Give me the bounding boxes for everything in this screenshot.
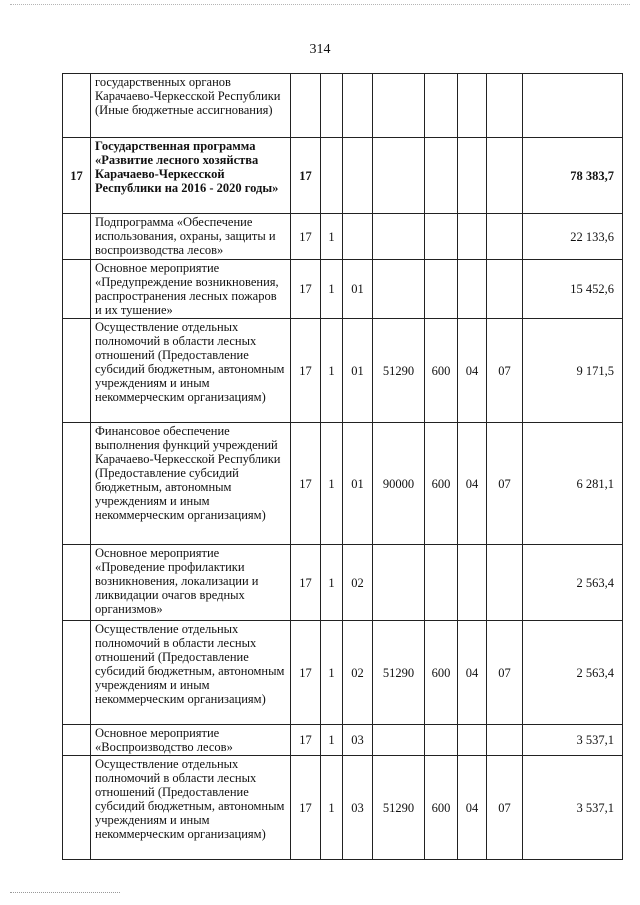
bottom-margin-line [10, 892, 120, 893]
code-pp: 1 [321, 725, 343, 756]
code-subsection [487, 260, 523, 319]
code-pp [321, 74, 343, 138]
table-row [63, 725, 623, 756]
row-amount: 9 171,5 [523, 319, 623, 423]
code-gp: 17 [291, 621, 321, 725]
row-number: 17 [63, 138, 91, 214]
table-row [63, 756, 623, 860]
code-expense-type [425, 74, 458, 138]
row-name: Осуществление отдельных полномочий в области лесных отношений (Предоставление субсидий бюджетным, автономным учреждениям и иным некоммерческим организациям) [91, 319, 291, 423]
row-name: Финансовое обеспечение выполнения функций учреждений Карачаево-Черкесской Республики (Предоставление субсидий бюджетным, автономным учреждениям и иным некоммерческим организациям) [91, 423, 291, 545]
page-number: 314 [309, 42, 331, 57]
code-pp: 1 [321, 621, 343, 725]
row-number [63, 319, 91, 423]
code-expense-type: 600 [425, 756, 458, 860]
code-direction [373, 214, 425, 260]
code-gp: 17 [291, 319, 321, 423]
code-pp: 1 [321, 214, 343, 260]
code-direction: 51290 [373, 756, 425, 860]
row-number [63, 214, 91, 260]
code-section [458, 545, 487, 621]
code-om: 03 [343, 756, 373, 860]
code-subsection [487, 214, 523, 260]
code-expense-type [425, 214, 458, 260]
row-amount: 22 133,6 [523, 214, 623, 260]
code-pp: 1 [321, 423, 343, 545]
code-section [458, 138, 487, 214]
row-number [63, 423, 91, 545]
code-section: 04 [458, 621, 487, 725]
row-name: Государственная программа «Развитие лесного хозяйства Карачаево-Черкесской Республики на 2016 - 2020 годы» [91, 138, 291, 214]
table-row [63, 214, 623, 260]
code-gp [291, 74, 321, 138]
code-gp: 17 [291, 545, 321, 621]
code-om: 03 [343, 725, 373, 756]
code-expense-type: 600 [425, 423, 458, 545]
code-om: 01 [343, 423, 373, 545]
row-amount: 2 563,4 [523, 621, 623, 725]
code-section: 04 [458, 423, 487, 545]
code-pp: 1 [321, 545, 343, 621]
row-name: Основное мероприятие «Воспроизводство лесов» [91, 725, 291, 756]
code-direction: 51290 [373, 319, 425, 423]
row-amount: 3 537,1 [523, 756, 623, 860]
code-subsection [487, 74, 523, 138]
table-row [63, 545, 623, 621]
code-direction [373, 725, 425, 756]
code-subsection: 07 [487, 319, 523, 423]
row-name: Подпрограмма «Обеспечение использования, охраны, защиты и воспроизводства лесов» [91, 214, 291, 260]
row-name: Осуществление отдельных полномочий в области лесных отношений (Предоставление субсидий бюджетным, автономным учреждениям и иным некоммерческим организациям) [91, 621, 291, 725]
code-direction [373, 260, 425, 319]
code-section [458, 214, 487, 260]
table-row [63, 423, 623, 545]
row-number [63, 260, 91, 319]
budget-table [62, 73, 623, 860]
row-amount: 78 383,7 [523, 138, 623, 214]
code-om: 01 [343, 319, 373, 423]
code-direction: 51290 [373, 621, 425, 725]
row-name: государственных органов Карачаево-Черкесской Республики (Иные бюджетные ассигнования) [91, 74, 291, 138]
row-amount [523, 74, 623, 138]
code-direction [373, 138, 425, 214]
code-pp: 1 [321, 319, 343, 423]
code-om: 01 [343, 260, 373, 319]
top-margin-dots [10, 4, 630, 5]
table-row [63, 74, 623, 138]
code-expense-type [425, 725, 458, 756]
code-direction [373, 74, 425, 138]
code-gp: 17 [291, 756, 321, 860]
code-section [458, 74, 487, 138]
code-subsection [487, 545, 523, 621]
code-om [343, 74, 373, 138]
row-name: Осуществление отдельных полномочий в области лесных отношений (Предоставление субсидий бюджетным, автономным учреждениям и иным некоммерческим организациям) [91, 756, 291, 860]
code-subsection [487, 725, 523, 756]
code-om: 02 [343, 621, 373, 725]
code-om [343, 214, 373, 260]
code-subsection [487, 138, 523, 214]
table-row [63, 260, 623, 319]
code-expense-type [425, 138, 458, 214]
row-number [63, 545, 91, 621]
code-expense-type: 600 [425, 319, 458, 423]
table-body [63, 74, 623, 860]
code-direction [373, 545, 425, 621]
code-subsection: 07 [487, 423, 523, 545]
code-gp: 17 [291, 423, 321, 545]
row-amount: 2 563,4 [523, 545, 623, 621]
code-gp: 17 [291, 214, 321, 260]
code-om: 02 [343, 545, 373, 621]
row-name: Основное мероприятие «Проведение профилактики возникновения, локализации и ликвидации очагов вредных организмов» [91, 545, 291, 621]
code-section: 04 [458, 319, 487, 423]
code-expense-type [425, 545, 458, 621]
table-row [63, 319, 623, 423]
code-gp: 17 [291, 138, 321, 214]
code-direction: 90000 [373, 423, 425, 545]
code-section [458, 725, 487, 756]
row-amount: 6 281,1 [523, 423, 623, 545]
row-number [63, 621, 91, 725]
code-pp: 1 [321, 260, 343, 319]
code-gp: 17 [291, 260, 321, 319]
row-name: Основное мероприятие «Предупреждение возникновения, распространения лесных пожаров и их тушение» [91, 260, 291, 319]
code-section: 04 [458, 756, 487, 860]
row-amount: 15 452,6 [523, 260, 623, 319]
code-pp: 1 [321, 756, 343, 860]
table-row [63, 138, 623, 214]
code-om [343, 138, 373, 214]
code-pp [321, 138, 343, 214]
code-subsection: 07 [487, 621, 523, 725]
code-subsection: 07 [487, 756, 523, 860]
row-number [63, 725, 91, 756]
code-gp: 17 [291, 725, 321, 756]
row-amount: 3 537,1 [523, 725, 623, 756]
table-row [63, 621, 623, 725]
code-expense-type: 600 [425, 621, 458, 725]
row-number [63, 756, 91, 860]
row-number [63, 74, 91, 138]
code-section [458, 260, 487, 319]
code-expense-type [425, 260, 458, 319]
